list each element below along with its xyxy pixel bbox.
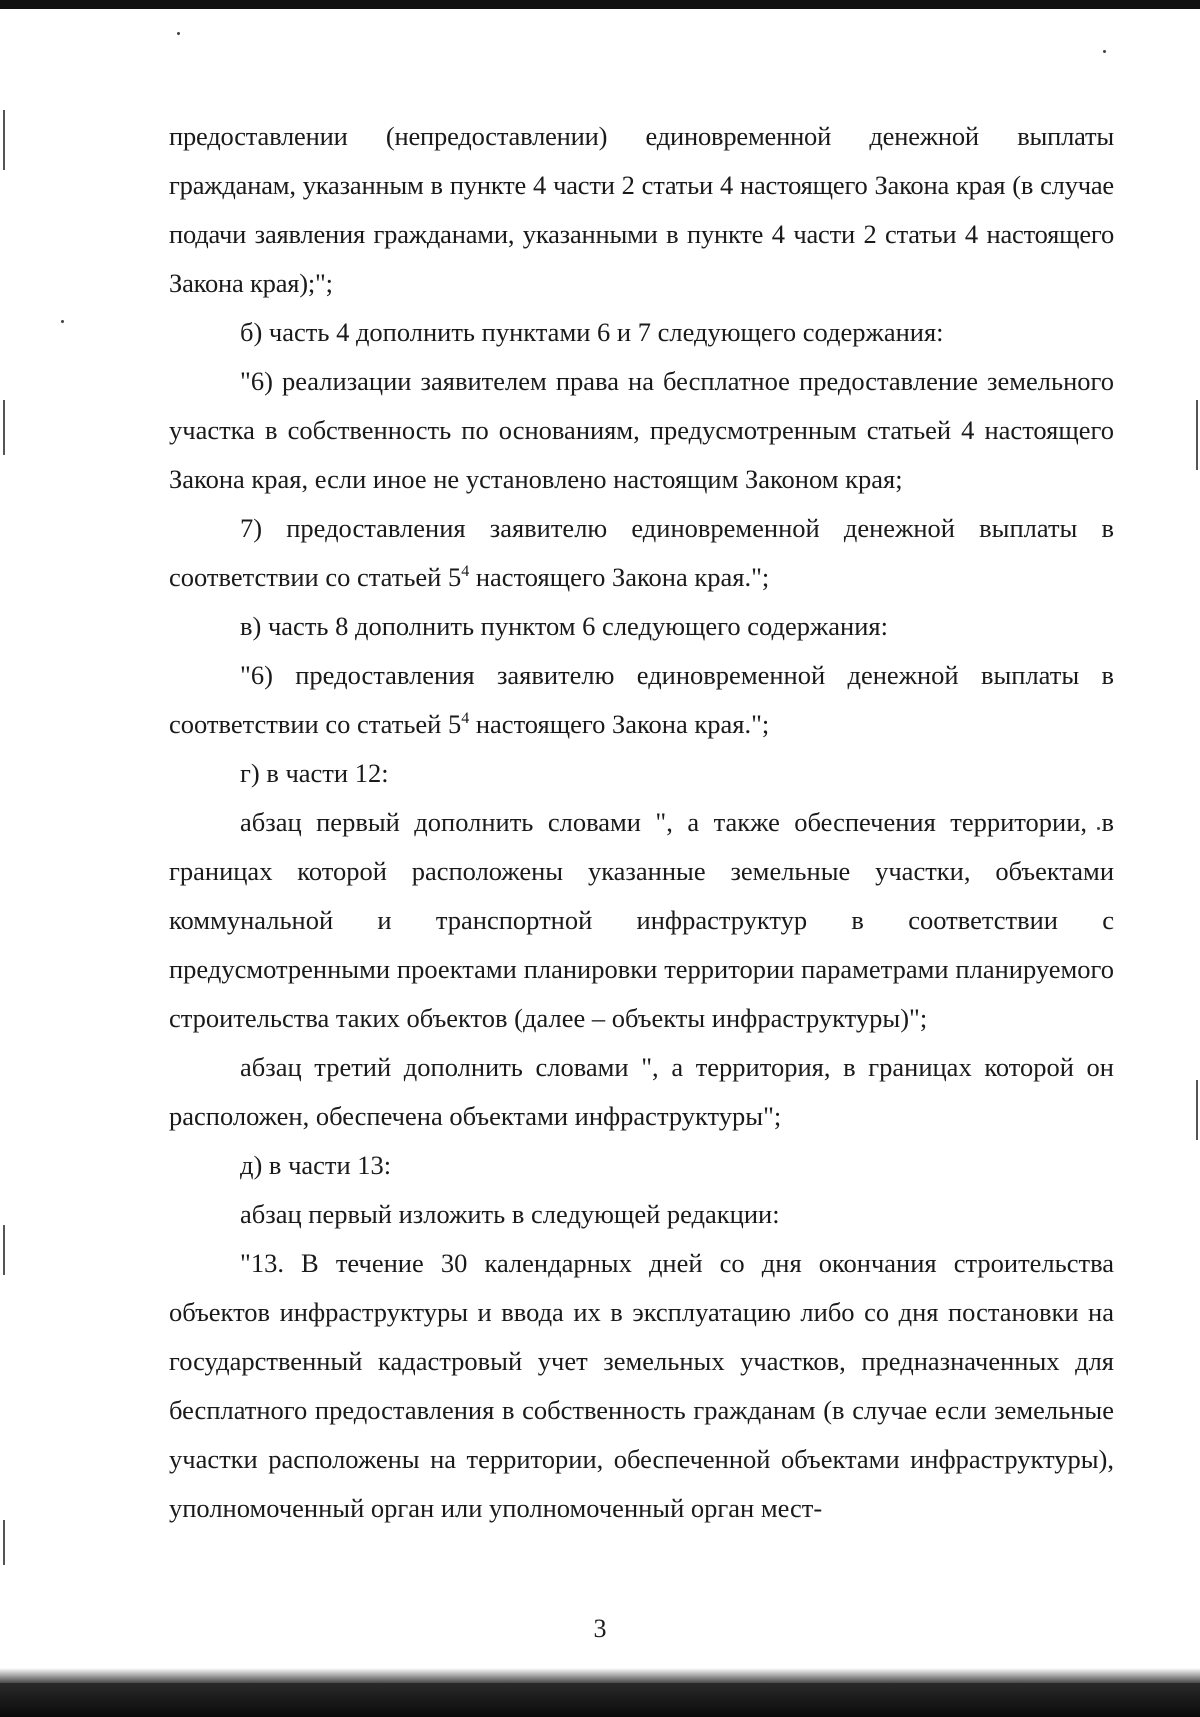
document-body xyxy=(169,112,1114,1533)
paragraph xyxy=(169,651,1114,749)
scan-artifact-line xyxy=(3,1520,5,1565)
scan-artifact-line xyxy=(3,110,5,170)
paragraph-text: настоящего Закона края."; xyxy=(469,562,770,592)
scan-artifact-line xyxy=(1196,1080,1198,1140)
paragraph: д) в части 13: xyxy=(240,1150,392,1180)
paragraph: абзац первый дополнить словами ", а также обеспечения территории, в границах которой расположены указанные земельные участки, объектами коммунальной и транспортной инфраструктур в соответствии с предусмотренными проектами планировки территории параметрами планируемого строительства таких объектов (далее – объекты инфраструктуры)"; xyxy=(169,807,1114,1033)
paragraph: абзац первый изложить в следующей редакции: xyxy=(240,1199,780,1229)
scan-artifact-line xyxy=(1196,400,1198,470)
scan-bottom-border xyxy=(0,1683,1200,1717)
scan-artifact-line xyxy=(3,400,5,455)
paragraph: в) часть 8 дополнить пунктом 6 следующего содержания: xyxy=(240,611,888,641)
paragraph-text: настоящего Закона края."; xyxy=(469,709,770,739)
paragraph: б) часть 4 дополнить пунктами 6 и 7 следующего содержания: xyxy=(240,317,944,347)
paragraph: "6) реализации заявителем права на бесплатное предоставление земельного участка в собственность по основаниям, предусмотренным статьей 4 настоящего Закона края, если иное не установлено настоящим Законом края; xyxy=(169,366,1114,494)
scan-artifact-line xyxy=(3,1225,5,1275)
paragraph: "13. В течение 30 календарных дней со дня окончания строительства объектов инфраструктуры и ввода их в эксплуатацию либо со дня постановки на государственный кадастровый учет земельных участков, предназначенных для бесплатного предоставления в собственность гражданам (в случае если земельные участки расположены на территории, обеспеченной объектами инфраструктуры), уполномоченный орган или уполномоченный орган мест- xyxy=(169,1248,1114,1523)
paragraph: предоставлении (непредоставлении) единовременной денежной выплаты гражданам, указанным в пункте 4 части 2 статьи 4 настоящего Закона края (в случае подачи заявления гражданами, указанными в пункте 4 части 2 статьи 4 настоящего Закона края);"; xyxy=(169,121,1114,298)
scan-artifact-dot xyxy=(177,32,180,35)
paragraph-text: 7) предоставления заявителю единовременной денежной выплаты в соответствии со статьей 5 xyxy=(169,513,1114,592)
paragraph xyxy=(169,504,1114,602)
page-number: 3 xyxy=(593,1614,607,1643)
scan-artifact-dot xyxy=(61,320,64,323)
paragraph: абзац третий дополнить словами ", а территория, в границах которой он расположен, обеспечена объектами инфраструктуры"; xyxy=(169,1052,1114,1131)
scan-top-border xyxy=(0,0,1200,9)
paragraph: г) в части 12: xyxy=(240,758,389,788)
paragraph-text: "6) предоставления заявителю единовременной денежной выплаты в соответствии со статьей 5 xyxy=(169,660,1114,739)
superscript: 4 xyxy=(461,563,470,580)
superscript: 4 xyxy=(461,710,470,727)
scan-artifact-dot xyxy=(1103,50,1106,53)
